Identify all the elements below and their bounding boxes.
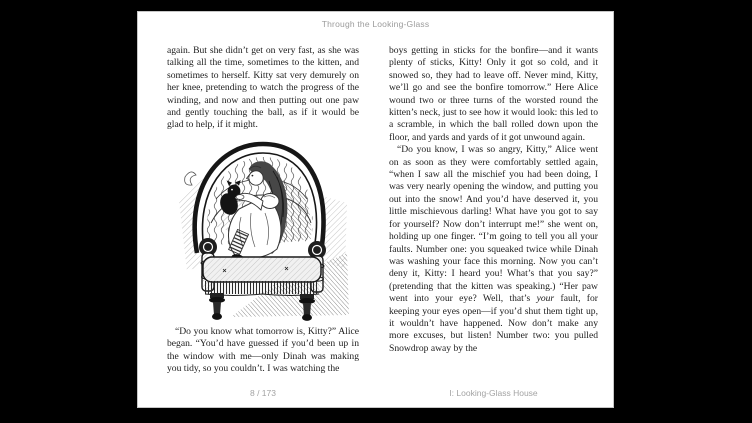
right-page-paragraph-1: boys getting in sticks for the bonfire—and it wants plenty of sticks, Kitty! Only it got so cold, and it snowed so, they had to leave off. Never mind, Kitty, we’ll go and see the bonfire tomorrow.” Here Alice wound two or three turns of the worsted round the kitten’s neck, just to see how it would look: this led to a scramble, in which the ball rolled down upon the floor, and yards and yards of it got unwound again. bbox=[389, 45, 598, 143]
right-page-paragraph-2-text-cont: fault, for keeping your eyes open—if you’d shut them tight up, it wouldn’t have happened. Now don’t make any more excuses, but listen! Number two: you pulled Snowdrop away by the bbox=[389, 293, 598, 354]
right-page-paragraph-2-text: “Do you know, I was so angry, Kitty,” Alice went on as soon as they were comfortably settled again, “when I saw all the mischief you had been doing, I was very nearly opening the window, and putting you out into the snow! And you’d have deserved it, you little mischievous darling! What have you got to say for yourself? Now don’t interrupt me!” she went on, holding up one finger. “I’m going to tell you all your faults. Number one: you squeaked twice while Dinah was washing your face this morning. Now you can’t deny it, Kitty: I heard you! What’s that you say?” (pretending that the kitten was speaking.) “Her paw went into your eye? Well, that’s bbox=[389, 144, 598, 305]
right-page-column bbox=[389, 45, 598, 375]
right-page-paragraph-2-italic-word: your bbox=[536, 293, 555, 305]
page-spread bbox=[167, 45, 598, 375]
right-page-paragraph-2 bbox=[389, 144, 598, 355]
chapter-label: I: Looking-Glass House bbox=[449, 388, 538, 398]
book-title: Through the Looking-Glass bbox=[321, 19, 430, 29]
page-indicator: 8 / 173 bbox=[250, 388, 276, 398]
left-page-paragraph-1: again. But she didn’t get on very fast, as she was talking all the time, sometimes to the kitten, and sometimes to herself. Kitty sat very demurely on her knee, pretending to watch the progress of the winding, and now and then putting out one paw and gently touching the ball, as if it would be glad to help, if it might. bbox=[167, 45, 359, 131]
alice-kitten-armchair-illustration bbox=[175, 137, 351, 321]
reader-page[interactable] bbox=[137, 11, 614, 408]
left-page-paragraph-2: “Do you know what tomorrow is, Kitty?” Alice began. “You’d have guessed if you’d been up in the window with me—only Dinah was making you tidy, so you couldn’t. I was watching the bbox=[167, 325, 359, 375]
illustration-figure bbox=[167, 137, 359, 321]
left-page-column bbox=[167, 45, 359, 375]
